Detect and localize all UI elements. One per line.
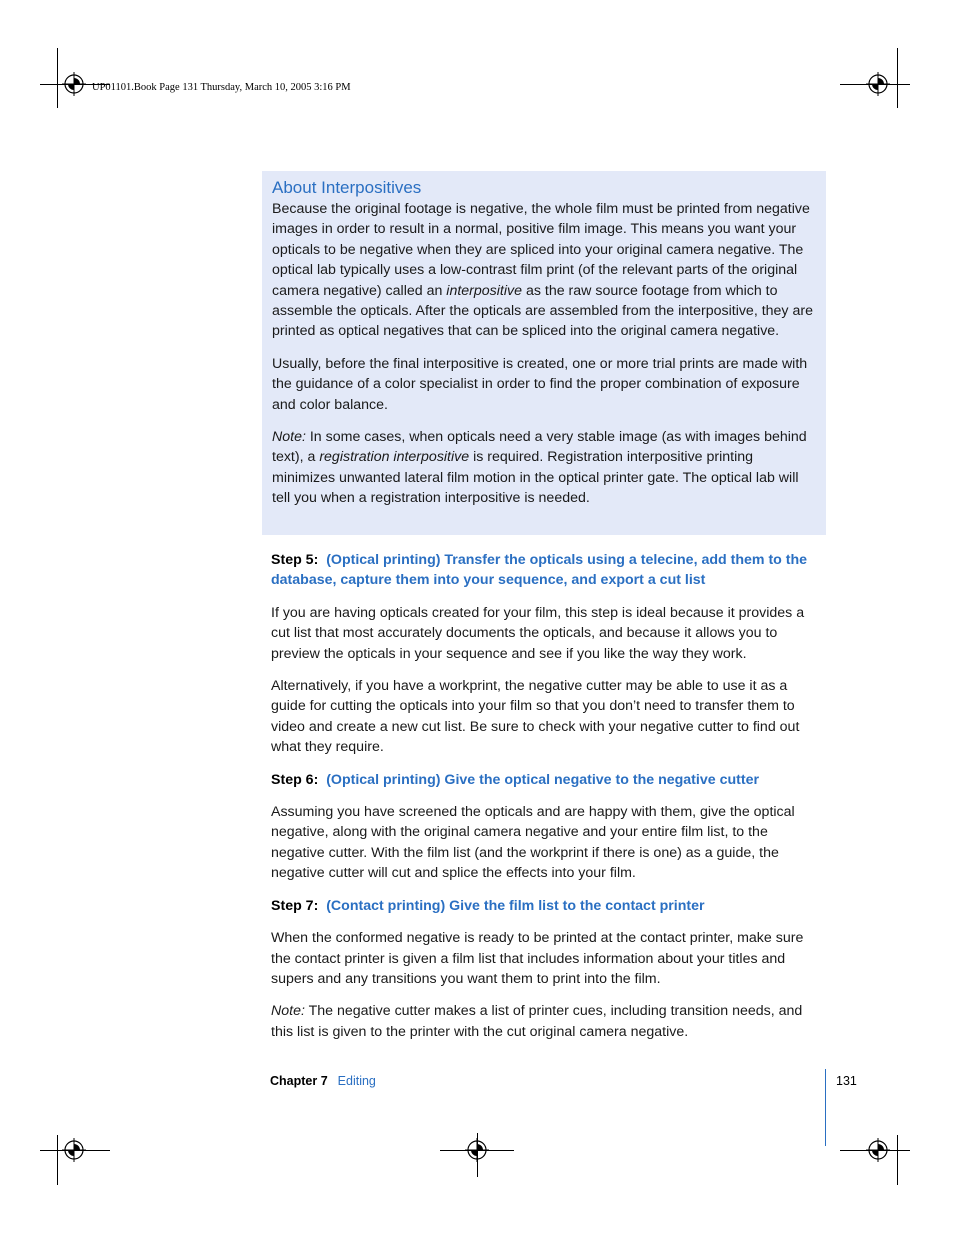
step-number: Step 7: [271, 897, 319, 914]
page-number: 131 [836, 1074, 857, 1088]
crop-mark [57, 48, 58, 108]
chapter-name: Editing [337, 1074, 376, 1088]
step-number: Step 5: [271, 552, 319, 568]
step-title: (Optical printing) Give the optical negative to the negative cutter [326, 771, 759, 788]
sidebar-title: About Interpositives [272, 178, 422, 197]
step-paragraph: Alternatively, if you have a workprint, the negative cutter may be able to use it as a guide for cutting the opticals into your film so that you don’t need to transfer them to video and create a new cut list. Be sure to check with your negative cutter to find out what they require. [271, 678, 800, 756]
sidebar-paragraph [272, 199, 816, 342]
registration-target-icon [465, 1138, 489, 1162]
crop-mark [897, 1135, 898, 1185]
step-title: (Contact printing) Give the film list to the contact printer [326, 897, 705, 914]
note-label: Note: [272, 429, 306, 446]
text-run: Because the original footage is negative, the whole film must be printed from negative images in order to result in a normal, positive film image. This means you want your opticals to be negative when they are spliced into your original camera negative. The optical lab typically uses a low-contrast film print (of the relevant parts of the original camera negative) called an [272, 201, 810, 299]
step-5 [271, 550, 821, 758]
registration-target-icon [866, 72, 890, 96]
step-heading [271, 896, 821, 916]
final-note [271, 1001, 821, 1042]
main-content [271, 550, 821, 1042]
chapter-label: Chapter 7 [270, 1074, 328, 1088]
print-header: UP01101.Book Page 131 Thursday, March 10, 2005 3:16 PM [92, 82, 351, 93]
step-number: Step 6: [271, 771, 319, 788]
emphasis-text: interpositive [446, 282, 523, 299]
registration-target-icon [866, 1138, 890, 1162]
sidebar-body [272, 199, 816, 509]
note-label: Note: [271, 1003, 305, 1020]
sidebar-about-interpositives [262, 171, 826, 535]
registration-target-icon [62, 1138, 86, 1162]
text-run: The negative cutter makes a list of printer cues, including transition needs, and this list is given to the printer with the cut original camera negative. [271, 1003, 803, 1040]
registration-target-icon [62, 72, 86, 96]
text-run: as the raw source footage from which to assemble the opticals. After the opticals are assembled from the interpositive, they are printed as optical negatives that can be spliced into the original camera negative. [272, 282, 813, 340]
step-paragraph: Assuming you have screened the opticals and are happy with them, give the optical negative, along with the original camera negative and your entire film list, to the negative cutter. With the film list (and the workprint if there is one) as a guide, the negative cutter will cut and splice the effects into your film. [271, 804, 795, 882]
sidebar-paragraph: Usually, before the final interpositive is created, one or more trial prints are made with the guidance of a color specialist in order to find the proper combination of exposure and color balance. [272, 355, 808, 413]
text-run: is required. Registration interpositive printing minimizes unwanted lateral film motion in the optical printer gate. The optical lab will tell you when a registration interpositive is needed. [272, 449, 799, 507]
step-7 [271, 896, 821, 1042]
step-title: (Optical printing) Transfer the opticals using a telecine, add them to the database, capture them into your sequence, and export a cut list [271, 552, 808, 589]
step-6 [271, 770, 821, 884]
step-paragraph: When the conformed negative is ready to be printed at the contact printer, make sure the contact printer is given a film list that includes information about your titles and supers and any transitions you want them to print into the film. [271, 930, 804, 987]
crop-mark [897, 48, 898, 108]
step-paragraph: If you are having opticals created for your film, this step is ideal because it provides a cut list that most accurately documents the opticals, and because it allows you to preview the opticals in your sequence and see if you like the way they work. [271, 604, 805, 662]
page-footer [270, 1073, 857, 1089]
emphasis-text: registration interpositive [319, 449, 470, 466]
step-heading [271, 770, 821, 790]
sidebar-note [272, 427, 816, 509]
step-heading [271, 550, 821, 591]
crop-mark [57, 1135, 58, 1185]
text-run: In some cases, when opticals need a very stable image (as with images behind text), a [272, 429, 807, 466]
